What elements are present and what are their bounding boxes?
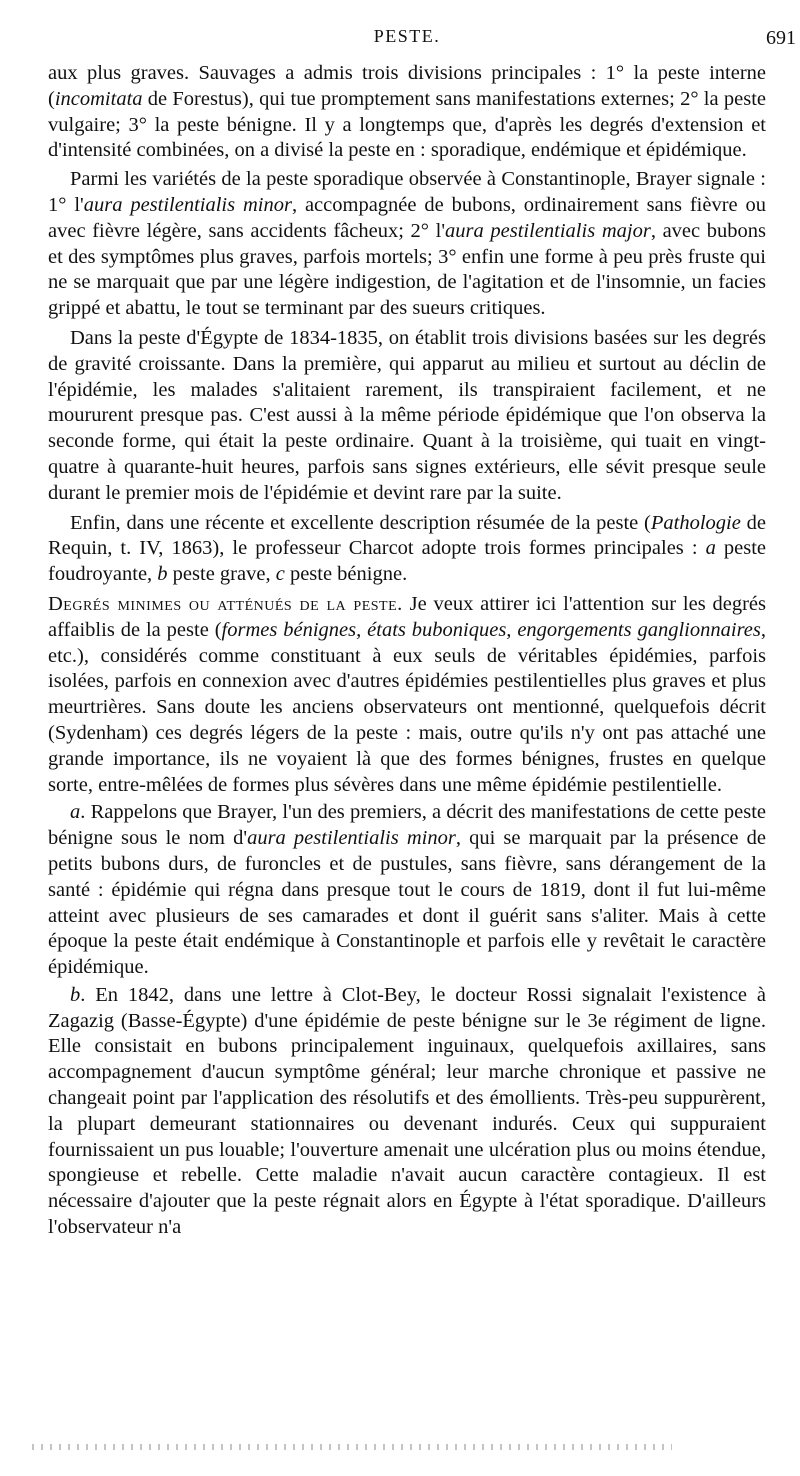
paragraph-6 — [48, 800, 766, 981]
text-segment: . En 1842, dans une lettre à Clot-Bey, le docteur Rossi signalait l'existence à Zagazig (Basse-Égypte) d'une épidémie de peste bénigne sur le 3e régiment de ligne. Elle consistait en bubons principalement inguinaux, quelquefois axillaires, sans accompagnement d'aucun symptôme général; leur marche chronique et passive ne changeait point par l'application des résolutifs et des émollients. Très-peu suppurèrent, la plupart demeurant stationnaires ou devenant indurés. Ceux qui suppuraient fournissaient un pus louable; l'ouverture amenait une ulcération plus ou moins étendue, spongieuse et rebelle. Cette maladie n'avait aucun caractère contagieux. Il est nécessaire d'ajouter que la peste régnait alors en Égypte à l'état sporadique. D'ailleurs l'observateur n'a — [48, 983, 766, 1239]
text-segment: . Rappelons que Brayer, l'un des premiers, a décrit des manifestations de cette peste bénigne sous le nom d' — [48, 801, 766, 850]
text-segment: Parmi les variétés de la peste sporadique observée à Constantinople, Brayer signale : 1° l' — [48, 168, 766, 216]
text-segment: b — [157, 563, 168, 586]
text-segment: c — [275, 563, 285, 586]
text-segment: de Requin, t. IV, 1863), le professeur Charcot adopte trois formes principales : — [48, 511, 766, 560]
paragraph-5 — [48, 592, 766, 798]
page-number: 691 — [766, 27, 796, 49]
text-segment: a — [705, 537, 716, 560]
running-title: PESTE. — [373, 26, 441, 46]
text-segment: Dans la peste d'Égypte de 1834-1835, on établit trois divisions basées sur les degrés de gravité croissante. Dans la première, qui apparut au milieu et surtout au déclin de l'épidémie, les malades s'alitaient rarement, ils transpiraient facilement, et ne moururent presque pas. C'est aussi à la même période épidémique que l'on observa la seconde forme, qui était la peste ordinaire. Quant à la troisième, qui tuait en vingt-quatre à quarante-huit heures, parfois sans signes extérieurs, elle sévit presque seule durant le premier mois de l'épidémie et devint rare par la suite. — [48, 326, 766, 504]
text-segment: peste foudroyante, — [48, 537, 767, 586]
text-segment: de Forestus), qui tue promptement sans manifestations externes; 2° la peste vulgaire; 3° la peste bénigne. Il y a longtemps que, d'après les degrés d'extension et d'intensité combinées, on a divisé la peste en : sporadique, endémique et épidémique. — [48, 87, 766, 162]
text-segment: , avec bubons et des symptômes plus graves, parfois mortels; 3° enfin une forme à peu près fruste qui ne se marquait que par une légère indigestion, de l'agitation et de l'insomnie, un facies grippé et abattu, le tout se terminant par des sueurs critiques. — [48, 219, 767, 320]
page-bottom-noise — [32, 1444, 672, 1450]
paragraph-2 — [48, 167, 766, 322]
text-segment: Pathologie — [650, 511, 741, 534]
document-page — [48, 0, 796, 1241]
text-segment: aura pestilentialis minor — [247, 827, 456, 850]
page-header — [48, 0, 796, 49]
paragraph-1 — [48, 61, 766, 164]
text-segment: Degrés minimes ou atténués de la peste. — [48, 592, 403, 615]
paragraph-7 — [48, 983, 766, 1241]
text-segment: , accompagnée de bubons, ordinairement sans fièvre ou avec fièvre légère, sans accidents fâcheux; 2° l' — [48, 193, 767, 242]
text-segment: , etc.), considérés comme constituant à eux seuls de véritables épidémies, parfois isolées, parfois en connexion avec d'autres épidémies pestilentielles plus graves et plus meurtrières. Sans doute les anciens observateurs ont mentionné, quelquefois décrit (Sydenham) ces degrés légers de la peste : mais, outre qu'ils n'y ont pas attaché une grande importance, ils ne voyaient là que des formes bénignes, frustes en quelque sorte, entre-mêlées de formes plus sévères dans une même épidémie pestilentielle. — [48, 618, 766, 796]
text-segment: peste bénigne. — [284, 563, 408, 586]
text-segment: aux plus graves. Sauvages a admis trois divisions principales : 1° la peste interne ( — [48, 62, 766, 110]
text-segment: a — [70, 801, 81, 824]
text-segment: aura pestilentialis minor — [83, 193, 292, 216]
text-segment: Je veux attirer ici l'attention sur les degrés affaiblis de la peste ( — [48, 592, 766, 641]
text-segment: peste grave, — [167, 563, 276, 586]
text-segment: , qui se marquait par la présence de petits bubons durs, de furoncles et de pustules, sans fièvre, sans dérangement de la santé : épidémie qui régna dans presque tout le cours de 1819, dont il fut lui-même atteint avec plusieurs de ses camarades et dont il guérit sans s'aliter. Mais à cette époque la peste était endémique à Constantinople et parfois elle y revêtait le caractère épidémique. — [48, 827, 766, 979]
paragraph-3 — [48, 326, 766, 507]
text-segment: aura pestilentialis major — [445, 219, 651, 242]
text-segment: incomitata — [54, 87, 143, 110]
text-segment: formes bénignes, états buboniques, engorgements ganglionnaires — [221, 618, 761, 641]
text-segment: b — [70, 983, 81, 1006]
text-segment: Enfin, dans une récente et excellente description résumée de la peste ( — [70, 511, 651, 534]
paragraph-4 — [48, 511, 766, 588]
